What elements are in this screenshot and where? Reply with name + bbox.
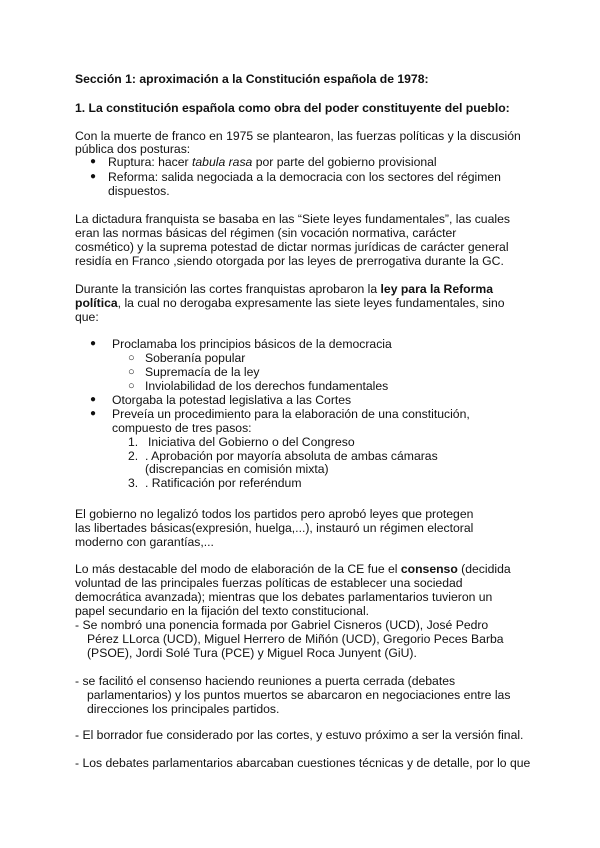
- reform-item-1: Proclamaba los principios básicos de la democracia: [112, 337, 392, 351]
- para-4-line-1: El gobierno no legalizó todos los partidos pero aprobó leyes que protegen: [75, 507, 474, 521]
- para-3-line-1: Durante la transición las cortes franquistas aprobaron la ley para la Reforma: [75, 282, 493, 296]
- step-number: 3.: [128, 476, 139, 490]
- para-4-line-3: moderno con garantías,...: [75, 535, 214, 549]
- reform-item-3-line-2: compuesto de tres pasos:: [112, 421, 252, 435]
- bullet-icon: ●: [90, 171, 97, 182]
- para-2-line-2: eran las normas básicas del régimen (sin vocación normativa, carácter: [75, 226, 457, 240]
- para-5-line-2: voluntad de las principales fuerzas políticas de establecer una sociedad: [75, 576, 463, 590]
- dash-item-1-line-1: - Se nombró una ponencia formada por Gabriel Cisneros (UCD), José Pedro: [75, 618, 489, 632]
- section-title: Sección 1: aproximación a la Constitución española de 1978:: [75, 72, 429, 86]
- sub-item: Soberanía popular: [145, 351, 246, 365]
- step-number: 1.: [128, 435, 139, 449]
- heading-1: 1. La constitución española como obra del poder constituyente del pueblo:: [75, 101, 510, 115]
- bullet-icon: ●: [90, 394, 97, 405]
- reform-item-3-line-1: Preveía un procedimiento para la elaboración de una constitución,: [112, 407, 470, 421]
- step-text: . Ratificación por referéndum: [145, 476, 302, 490]
- para-3-line-2: política, la cual no derogaba expresamente las siete leyes fundamentales, sino: [75, 296, 505, 310]
- para-1-line-1: Con la muerte de franco en 1975 se plantearon, las fuerzas políticas y la discusión: [75, 129, 521, 143]
- bullet-icon: ●: [90, 156, 97, 167]
- step-text: . Aprobación por mayoría absoluta de ambas cámaras: [145, 449, 438, 463]
- posture-reforma-line-2: dispuestos.: [108, 184, 170, 198]
- para-2-line-4: residía en Franco ,siendo otorgada por las leyes de prerrogativa durante la GC.: [75, 254, 504, 268]
- sub-item: Inviolabilidad de los derechos fundamentales: [145, 379, 389, 393]
- sub-item: Supremacía de la ley: [145, 365, 260, 379]
- bullet-icon: ●: [90, 338, 97, 349]
- dash-item-1-line-3: (PSOE), Jordi Solé Tura (PCE) y Miguel Roca Junyent (GiU).: [87, 646, 417, 660]
- dash-item-4: - Los debates parlamentarios abarcaban cuestiones técnicas y de detalle, por lo que: [75, 756, 531, 770]
- para-5-line-4: papel secundario en la fijación del texto constitucional.: [75, 604, 370, 618]
- para-2-line-1: La dictadura franquista se basaba en las “Siete leyes fundamentales”, las cuales: [75, 212, 510, 226]
- reform-item-2: Otorgaba la potestad legislativa a las Cortes: [112, 393, 352, 407]
- step-number: 2.: [128, 449, 139, 463]
- dash-item-3: - El borrador fue considerado por las cortes, y estuvo próximo a ser la versión final.: [75, 728, 524, 742]
- dash-item-2-line-2: parlamentarios) y los puntos muertos se abarcaron en negociaciones entre las: [87, 688, 511, 702]
- dash-item-1-line-2: Pérez LLorca (UCD), Miguel Herrero de Miñón (UCD), Gregorio Peces Barba: [87, 632, 504, 646]
- circle-bullet-icon: ○: [128, 380, 135, 392]
- dash-item-2-line-3: direcciones los principales partidos.: [87, 702, 280, 716]
- posture-reforma-line-1: Reforma: salida negociada a la democracia con los sectores del régimen: [108, 170, 501, 184]
- para-5-line-3: democrática avanzada); mientras que los debates parlamentarios tuvieron un: [75, 590, 493, 604]
- step-text: Iniciativa del Gobierno o del Congreso: [148, 435, 355, 449]
- dash-item-2-line-1: - se facilitó el consenso haciendo reuniones a puerta cerrada (debates: [75, 674, 456, 688]
- circle-bullet-icon: ○: [128, 366, 135, 378]
- bullet-icon: ●: [90, 408, 97, 419]
- para-1-line-2: pública dos posturas:: [75, 142, 191, 156]
- circle-bullet-icon: ○: [128, 352, 135, 364]
- para-2-line-3: cosmético) y la suprema potestad de dictar normas jurídicas de carácter general: [75, 240, 509, 254]
- para-5-line-1: Lo más destacable del modo de elaboración de la CE fue el consenso (decidida: [75, 562, 511, 576]
- step-text-line-2: (discrepancias en comisión mixta): [145, 462, 329, 476]
- para-4-line-2: las libertades básicas(expresión, huelga,...), instauró un régimen electoral: [75, 521, 474, 535]
- posture-ruptura: Ruptura: hacer tabula rasa por parte del gobierno provisional: [108, 155, 437, 169]
- para-3-line-3: que:: [75, 310, 99, 324]
